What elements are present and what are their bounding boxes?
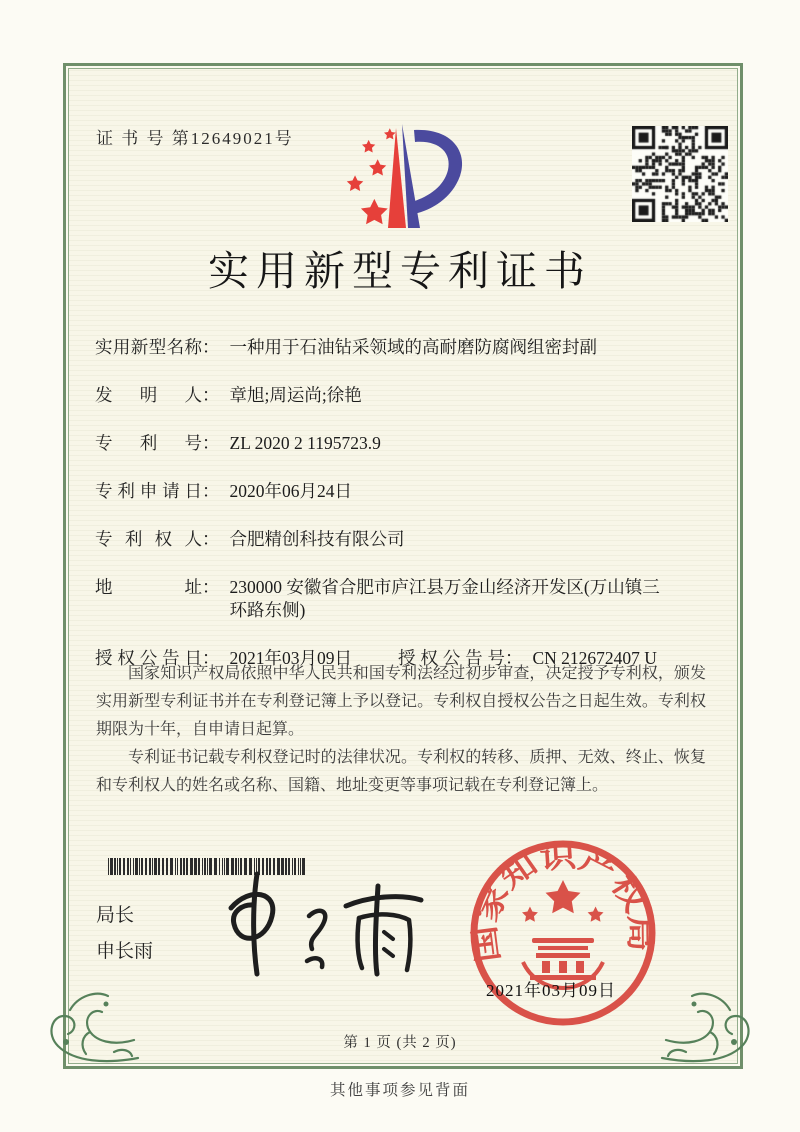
field-colon: ： xyxy=(202,577,220,597)
field-label: 专利号 xyxy=(95,433,202,453)
field-value-name: 一种用于石油钻采领域的高耐磨防腐阀组密封副 xyxy=(229,337,597,357)
seal-date: 2021年03月09日 xyxy=(486,981,616,1000)
field-row-patent-no xyxy=(95,432,711,455)
director-name: 申长雨 xyxy=(96,941,154,962)
field-value-grant-date: 2021年03月09日 xyxy=(229,648,352,668)
legal-paragraph-2: 专利证书记载专利权登记时的法律状况。专利权的转移、质押、无效、终止、恢复和专利权人的姓名或名称、国籍、地址变更等事项记载在专利登记簿上。 xyxy=(96,749,706,794)
page-number: 第 1 页 (共 2 页) xyxy=(343,1035,457,1051)
field-colon: ： xyxy=(202,648,220,668)
certificate-title: 实用新型专利证书 xyxy=(208,248,592,294)
field-label: 专利申请日 xyxy=(95,481,202,501)
field-colon: ： xyxy=(202,481,220,501)
legal-paragraph-1: 国家知识产权局依照中华人民共和国专利法经过初步审查，决定授予专利权，颁发实用新型专利证书并在专利登记簿上予以登记。专利权自授权公告之日起生效。专利权期限为十年，自申请日起算。 xyxy=(96,665,706,738)
field-value-inventors: 章旭;周运尚;徐艳 xyxy=(229,385,362,405)
seal-text: 国家知识产权局 xyxy=(469,840,657,965)
cnipa-logo-icon xyxy=(336,110,474,243)
director-block xyxy=(96,898,153,970)
field-label: 发明人 xyxy=(95,385,202,405)
field-value-patentee: 合肥精创科技有限公司 xyxy=(229,529,405,549)
field-label: 授权公告号 xyxy=(398,648,505,668)
certificate-number: 证 书 号 第12649021号 xyxy=(96,129,294,148)
field-colon: ： xyxy=(202,337,220,357)
legal-paragraphs xyxy=(96,660,706,800)
field-value-address: 230000 安徽省合肥市庐江县万金山经济开发区(万山镇三环路东侧) xyxy=(229,577,660,620)
seal-emblem xyxy=(522,880,604,988)
field-list xyxy=(95,336,711,695)
field-label: 授权公告日 xyxy=(95,648,202,668)
logo-p-bowl xyxy=(412,130,462,214)
back-side-note: 其他事项参见背面 xyxy=(329,1082,470,1099)
field-row-inventors xyxy=(95,384,711,407)
field-row-filing-date xyxy=(95,480,711,503)
field-label: 专利权人 xyxy=(95,529,202,549)
official-seal xyxy=(466,836,660,1035)
field-label: 地址 xyxy=(95,577,202,597)
field-colon: ： xyxy=(505,648,523,668)
field-colon: ： xyxy=(202,433,220,453)
logo-stars xyxy=(347,128,396,224)
corner-flourish-icon xyxy=(44,984,140,1073)
director-signature xyxy=(212,860,427,993)
field-row-name xyxy=(95,336,711,359)
qr-code xyxy=(632,126,728,222)
director-title: 局长 xyxy=(96,905,135,926)
field-row-address xyxy=(95,576,711,622)
corner-flourish-icon xyxy=(660,984,756,1073)
field-value-grant-no: CN 212672407 U xyxy=(532,648,657,668)
field-value-patent-no: ZL 2020 2 1195723.9 xyxy=(229,433,381,453)
field-colon: ： xyxy=(202,385,220,405)
field-value-filing-date: 2020年06月24日 xyxy=(229,481,352,501)
field-label: 实用新型名称 xyxy=(95,337,202,357)
field-colon: ： xyxy=(202,529,220,549)
field-row-patentee xyxy=(95,528,711,551)
